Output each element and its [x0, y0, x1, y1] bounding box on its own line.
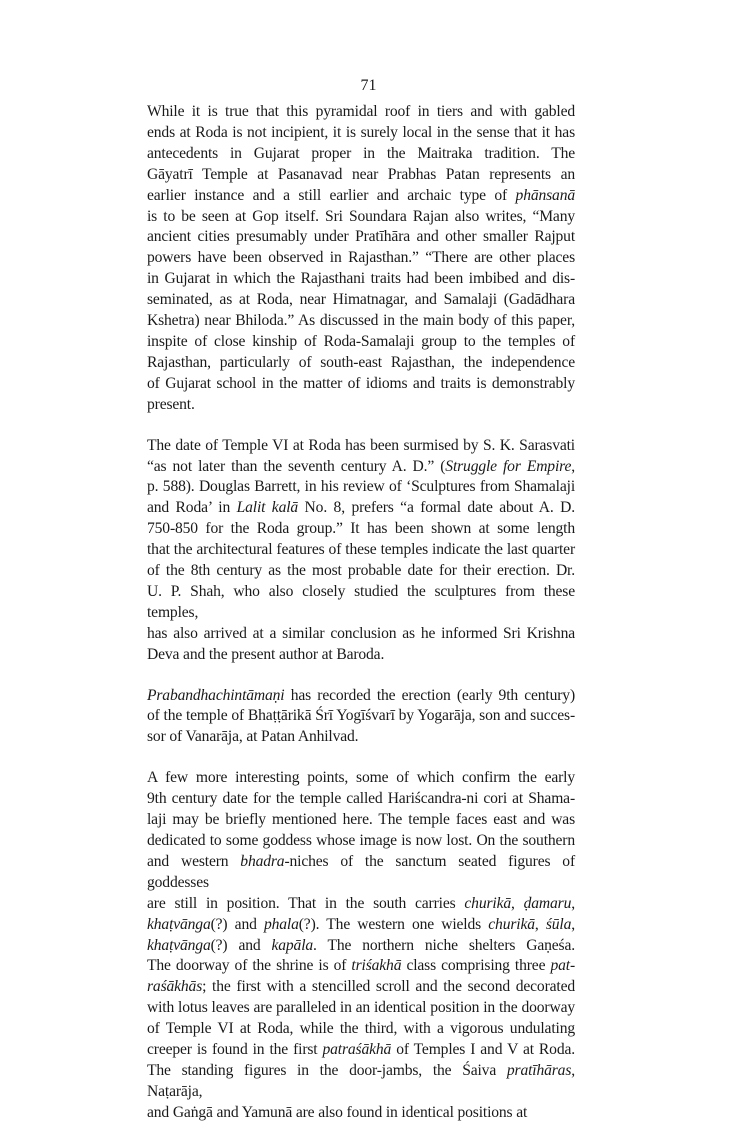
text-line: of Temple VI at Roda, while the third, with a vigorous undulating: [147, 1020, 575, 1038]
text-line: sor of Vanarāja, at Patan Anhilvad.: [147, 728, 359, 746]
text-line: khaṭvānga(?) and kapāla. The northern niche shelters Gaṇeśa.: [147, 936, 575, 954]
text-line: of the 8th century as the most probable date for their erection. Dr.: [147, 562, 575, 580]
text-line: p. 588). Douglas Barrett, in his review of ‘Sculptures from Shamalaji: [147, 478, 575, 496]
text-line: khaṭvānga(?) and phala(?). The western one wields churikā, śūla,: [147, 915, 575, 933]
text-line: Deva and the present author at Baroda.: [147, 645, 385, 663]
text-line: Gāyatrī Temple at Pasanavad near Prabhas Patan represents an: [147, 165, 575, 183]
page-number: 71: [360, 77, 377, 94]
text-line: antecedents in Gujarat proper in the Maitraka tradition. The: [147, 144, 575, 162]
text-line: 9th century date for the temple called Hariścandra-ni cori at Shama-: [147, 790, 575, 808]
paragraph-harishchandra-temple: [147, 768, 575, 1123]
text-line: While it is true that this pyramidal roof in tiers and with gabled: [147, 103, 575, 120]
text-line: with lotus leaves are paralleled in an identical position in the doorway: [147, 999, 575, 1017]
text-line: is to be seen at Gop itself. Sri Soundara Rajan also writes, “Many: [147, 207, 575, 225]
paragraph-temple-date: [147, 436, 575, 666]
text-line: dedicated to some goddess whose image is now lost. On the southern: [147, 832, 575, 849]
text-line: The standing figures in the door-jambs, the Śaiva pratīhāras, Naṭarāja,: [147, 1061, 575, 1100]
text-line: are still in position. That in the south carries churikā, ḍamaru,: [147, 894, 575, 912]
text-line: The date of Temple VI at Roda has been surmised by S. K. Sarasvati: [147, 436, 575, 454]
text-line: seminated, as at Roda, near Himatnagar, and Samalaji (Gadādhara: [147, 291, 575, 309]
text-line: Kshetra) near Bhiloda.” As discussed in the main body of this paper,: [147, 312, 575, 330]
paragraph-prabandhachintamani: [147, 686, 575, 749]
text-line: A few more interesting points, some of which confirm the early: [147, 769, 575, 787]
text-line: raśākhās; the first with a stencilled scroll and the second decorated: [147, 978, 575, 996]
text-line: present.: [147, 395, 195, 413]
text-line: ancient cities presumably under Pratīhāra and other smaller Rajput: [147, 228, 575, 246]
text-line: and western bhadra-niches of the sanctum seated figures of goddesses: [147, 852, 575, 891]
text-line: and Gaṅgā and Yamunā are also found in identical positions at: [147, 1103, 528, 1121]
paragraph-roof-tiers: [147, 102, 575, 416]
text-line: of Gujarat school in the matter of idioms and traits is demonstrably: [147, 374, 575, 392]
text-line: powers have been observed in Rajasthan.” “There are other places: [147, 249, 575, 267]
text-line: “as not later than the seventh century A. D.” (Struggle for Empire,: [147, 457, 575, 475]
text-line: The doorway of the shrine is of triśakhā class comprising three pat-: [147, 957, 575, 975]
text-line: earlier instance and a still earlier and archaic type of phānsanā: [147, 186, 575, 204]
text-line: 750-850 for the Roda group.” It has been shown at some length: [147, 520, 575, 538]
text-line: has also arrived at a similar conclusion as he informed Sri Krishna: [147, 624, 575, 642]
text-line: in Gujarat in which the Rajasthani traits had been imbibed and dis-: [147, 270, 575, 288]
text-line: that the architectural features of these temples indicate the last quarter: [147, 541, 575, 559]
text-line: creeper is found in the first patraśākhā of Temples I and V at Roda.: [147, 1041, 575, 1059]
text-line: inspite of close kinship of Roda-Samalaji group to the temples of: [147, 332, 575, 350]
text-line: U. P. Shah, who also closely studied the sculptures from these temples,: [147, 582, 575, 621]
text-line: laji may be briefly mentioned here. The temple faces east and was: [147, 811, 575, 829]
text-line: of the temple of Bhaṭṭārikā Śrī Yogīśvarī by Yogarāja, son and succes-: [147, 707, 575, 725]
body-text: [147, 102, 575, 1124]
text-line: Rajasthan, particularly of south-east Rajasthan, the independence: [147, 353, 575, 371]
text-line: ends at Roda is not incipient, it is surely local in the sense that it has: [147, 123, 575, 141]
text-line: and Roda’ in Lalit kalā No. 8, prefers “a formal date about A. D.: [147, 499, 575, 517]
text-line: Prabandhachintāmaṇi has recorded the erection (early 9th century): [147, 686, 575, 704]
